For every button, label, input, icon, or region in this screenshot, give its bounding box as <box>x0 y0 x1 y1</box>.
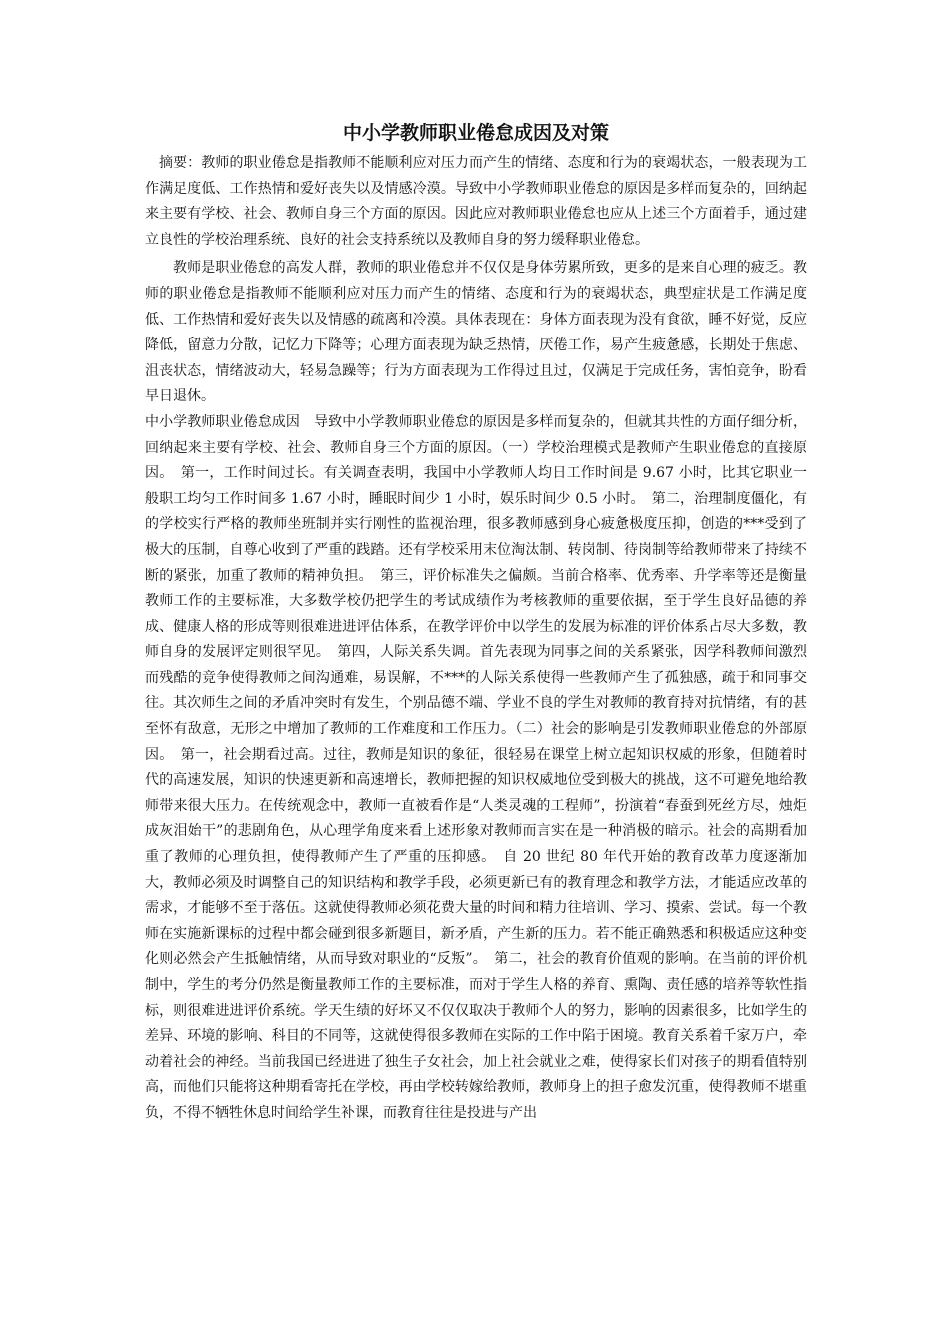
abstract-paragraph: 摘要：教师的职业倦怠是指教师不能顺利应对压力而产生的情绪、态度和行为的衰竭状态，一般表现为工作满足度低、工作热情和爱好丧失以及情感冷漠。导致中小学教师职业倦怠的原因是多样而复杂的，回纳起来主要有学校、社会、教师自身三个方面的原因。因此应对教师职业倦怠也应从上述三个方面着手，通过建立良性的学校治理系统、良好的社会支持系统以及教师自身的努力缓释职业倦怠。 <box>145 155 807 248</box>
body-paragraph: 中小学教师职业倦怠成因 导致中小学教师职业倦怠的原因是多样而复杂的，但就其共性的方面仔细分析，回纳起来主要有学校、社会、教师自身三个方面的原因。（一）学校治理模式是教师产生职业倦怠的直接原因。 第一，工作时间过长。有关调查表明，我国中小学教师人均日工作时间是 9.67 小时，比其它职业一般职工均匀工作时间多 1.67 小时，睡眠时间少 1 小时，娱乐时间少 0.5 小时。 第二，治理制度僵化，有的学校实行严格的教师坐班制并实行刚性的监视治理，很多教师感到身心疲惫极度压抑，创造的***受到了极大的压制，自尊心收到了严重的践踏。还有学校采用末位淘汰制、转岗制、待岗制等给教师带来了持续不断的紧张，加重了教师的精神负担。 第三，评价标准失之偏颇。当前合格率、优秀率、升学率等还是衡量教师工作的主要标准，大多数学校仍把学生的考试成绩作为考核教师的重要依据，至于学生良好品德的养成、健康人格的形成等则很难进进评估体系，在教学评价中以学生的发展为标准的评价体系占尽大多数，教师自身的发展评定则很罕见。 第四，人际关系失调。首先表现为同事之间的关系紧张，因学科教师间激烈而残酷的竞争使得教师之间沟通难，易误解，不***的人际关系使得一些教师产生了孤独感，疏于和同事交往。其次师生之间的矛盾冲突时有发生，个别品德不端、学业不良的学生对教师的教育持对抗情绪，有的甚至怀有敌意，无形之中增加了教师的工作难度和工作压力。（二）社会的影响是引发教师职业倦怠的外部原因。 第一，社会期看过高。过往，教师是知识的象征，很轻易在课堂上树立起知识权威的形象，但随着时代的高速发展，知识的快速更新和高速增长，教师把握的知识权威地位受到极大的挑战，这不可避免地给教师带来很大压力。在传统观念中，教师一直被看作是“人类灵魂的工程师”，扮演着“春蚕到死丝方尽，烛炬成灰泪始干”的悲剧角色，从心理学角度来看上述形象对教师而言实在是一种消极的暗示。社会的高期看加重了教师的心理负担，使得教师产生了严重的压抑感。 自 20 世纪 80 年代开始的教育改革力度逐渐加大，教师必须及时调整自己的知识结构和教学手段，必须更新已有的教育理念和教学方法，才能适应改革的需求，才能够不至于落伍。这就使得教师必须花费大量的时间和精力往培训、学习、摸索、尝试。每一个教师在实施新课标的过程中都会碰到很多新题目，新矛盾，产生新的压力。若不能正确熟悉和积极适应这种变化则必然会产生抵触情绪，从而导致对职业的“反叛”。 第二，社会的教育价值观的影响。在当前的评价机制中，学生的考分仍然是衡量教师工作的主要标准，而对于学生人格的养育、熏陶、责任感的培养等软性指标，则很难进进评价系统。学天生绩的好坏又不仅仅取决于教师个人的努力，影响的因素很多，比如学生的差异、环境的影响、科目的不同等，这就使得很多教师在实际的工作中陷于困境。教育关系着千家万户，牵动着社会的神经。当前我国已经进进了独生子女社会，加上社会就业之难，使得家长们对孩子的期看值特别高，而他们只能将这种期看寄托在学校，再由学校转嫁给教师，教师身上的担子愈发沉重，使得教师不堪重负，不得不牺牲休息时间给学生补课，而教育往往是投进与产出 <box>145 413 807 1121</box>
intro-paragraph: 教师是职业倦怠的高发人群，教师的职业倦怠并不仅仅是身体劳累所致，更多的是来自心理的疲乏。教师的职业倦怠是指教师不能顺利应对压力而产生的情绪、态度和行为的衰竭状态，典型症状是工作满足度低、工作热情和爱好丧失以及情感的疏离和冷漠。具体表现在：身体方面表现为没有食欲，睡不好觉，反应降低，留意力分散，记忆力下降等；心理方面表现为缺乏热情，厌倦工作，易产生疲惫感，长期处于焦虑、沮丧状态，情绪波动大，轻易急躁等；行为方面表现为工作得过且过，仅满足于完成任务，害怕竞争，盼看早日退休。 <box>145 260 807 405</box>
document-title: 中小学教师职业倦怠成因及对策 <box>342 122 609 144</box>
document-page <box>145 118 807 1127</box>
